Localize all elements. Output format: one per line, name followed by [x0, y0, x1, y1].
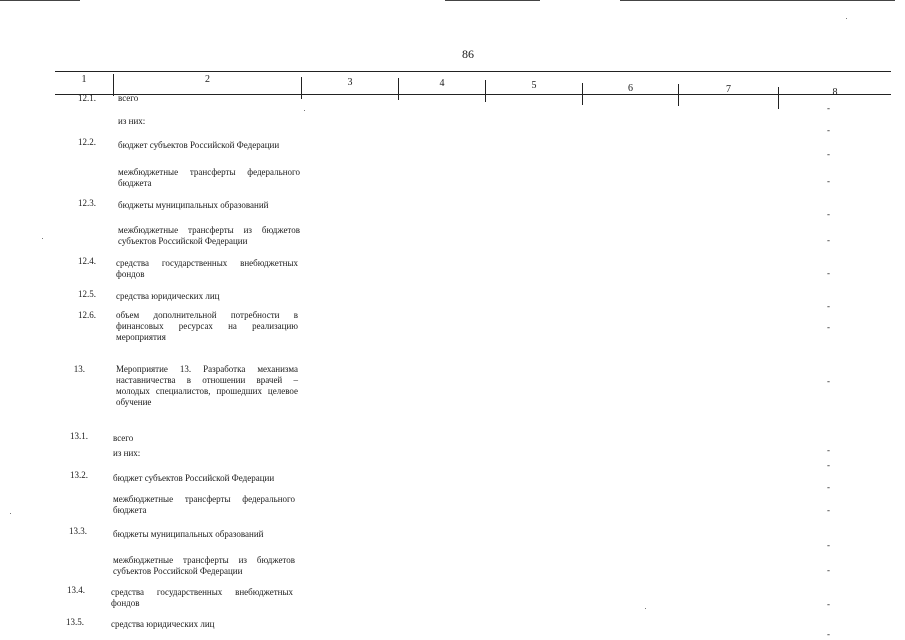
row-name: бюджеты муниципальных образований [118, 200, 269, 210]
row-value-col8: - [827, 482, 830, 492]
header-col-3: 3 [301, 77, 398, 99]
row-value-col8: - [827, 540, 830, 550]
row-value-col8: - [827, 301, 830, 311]
row-name: бюджеты муниципальных образований [113, 529, 264, 539]
row-number: 13.3. [69, 526, 87, 536]
row-value-col8: - [827, 103, 830, 113]
row-number: 12.5. [78, 289, 96, 299]
header-col-4: 4 [398, 78, 485, 100]
scan-speck [846, 18, 847, 19]
header-col-6: 6 [582, 83, 678, 105]
row-value-col8: - [827, 176, 830, 186]
row-value-col8: - [827, 235, 830, 245]
header-col-5: 5 [485, 80, 582, 102]
row-value-col8: - [827, 149, 830, 159]
scan-edge-line [620, 0, 895, 1]
row-value-col8: - [827, 209, 830, 219]
row-number: 12.2. [78, 137, 96, 147]
row-number: 12.1. [78, 93, 96, 103]
row-number: 12.4. [78, 256, 96, 266]
row-number: 13.1. [70, 431, 88, 441]
row-name: межбюджетные трансферты из бюджетов субъектов Российской Федерации [113, 555, 295, 576]
row-name: средства юридических лиц [111, 619, 215, 629]
row-number: 13. [73, 364, 85, 374]
scan-speck [304, 110, 305, 111]
row-name: межбюджетные трансферты из бюджетов субъектов Российской Федерации [118, 225, 300, 246]
row-name: из них: [118, 116, 146, 126]
row-name: средства юридических лиц [116, 291, 220, 301]
row-name: всего [118, 93, 139, 103]
row-name: межбюджетные трансферты федерального бюджета [118, 167, 300, 188]
row-value-col8: - [827, 125, 830, 135]
header-col-7: 7 [678, 84, 778, 106]
page-number: 86 [462, 47, 474, 61]
row-value-col8: - [827, 505, 830, 515]
row-name: межбюджетные трансферты федерального бюджета [113, 494, 295, 515]
scan-speck [10, 513, 11, 514]
row-number: 13.5. [66, 617, 84, 627]
scan-speck [645, 608, 646, 609]
row-name: всего [113, 433, 134, 443]
row-value-col8: - [827, 268, 830, 278]
header-col-1: 1 [81, 74, 87, 85]
row-number: 13.2. [70, 470, 88, 480]
row-value-col8: - [827, 629, 830, 639]
row-value-col8: - [827, 322, 830, 332]
row-name: бюджет субъектов Российской Федерации [118, 140, 280, 150]
scan-edge-line [445, 0, 540, 1]
row-number: 12.6. [78, 310, 96, 320]
row-name: средства государственных внебюджетных фондов [111, 587, 293, 608]
row-value-col8: - [827, 376, 830, 386]
row-number: 13.4. [67, 585, 85, 595]
row-name: средства государственных внебюджетных фондов [116, 258, 298, 279]
row-name: бюджет субъектов Российской Федерации [113, 473, 275, 483]
header-col-8: 8 [778, 87, 891, 109]
row-value-col8: - [827, 460, 830, 470]
scan-speck [42, 238, 43, 239]
row-name: из них: [113, 448, 141, 458]
row-name: объем дополнительной потребности в финансовых ресурсах на реализацию мероприятия [116, 310, 298, 342]
row-value-col8: - [827, 565, 830, 575]
row-name: Мероприятие 13. Разработка механизма наставничества в отношении врачей – молодых специалистов, прошедших целевое обучение [116, 364, 298, 407]
header-col-2: 2 [113, 74, 301, 96]
scan-edge-line [0, 0, 80, 1]
row-value-col8: - [827, 445, 830, 455]
row-number: 12.3. [78, 198, 96, 208]
row-value-col8: - [827, 599, 830, 609]
